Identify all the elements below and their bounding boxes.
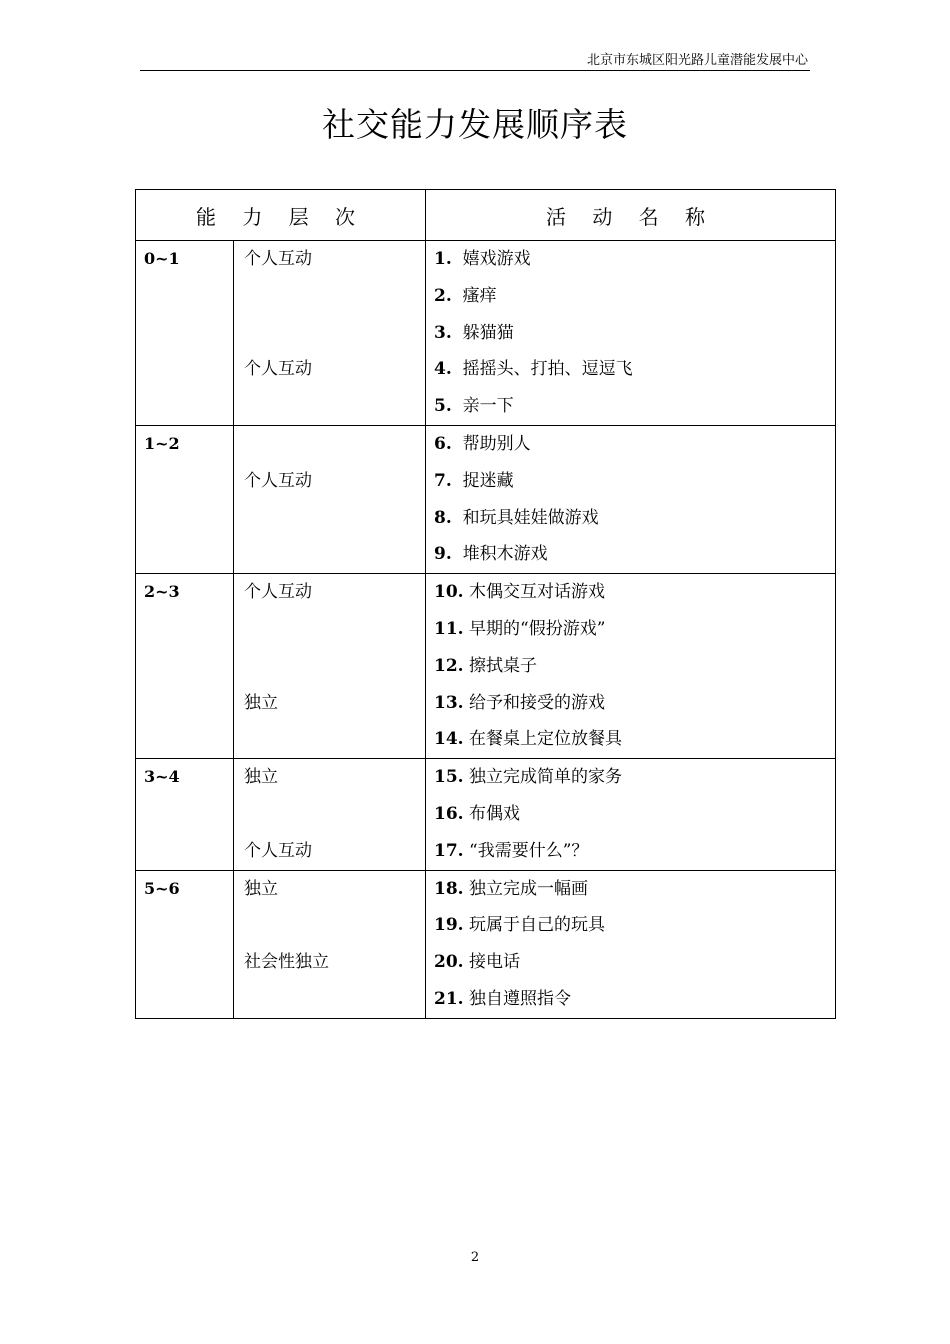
activity-name-header: 活 动 名 称 <box>426 190 836 241</box>
activity-number: 11. <box>434 618 464 639</box>
activity-number: 4. <box>434 359 452 380</box>
activity-number: 12. <box>434 655 464 676</box>
activity-item <box>426 351 835 388</box>
age-range-cell <box>136 870 234 1018</box>
ability-type: 个人互动 <box>244 840 312 861</box>
ability-type-cell <box>234 574 426 759</box>
age-range: 1~2 <box>144 433 180 453</box>
table-body <box>136 241 836 1019</box>
ability-type <box>234 721 425 758</box>
activity-name: 独立完成一幅画 <box>469 878 588 899</box>
activity-name: 早期的“假扮游戏” <box>469 618 606 639</box>
ability-type <box>234 536 425 573</box>
ability-type-cell <box>234 241 426 426</box>
activity-item <box>426 278 835 315</box>
activity-item <box>426 536 835 573</box>
ability-type: 个人互动 <box>244 470 312 491</box>
activity-name: 和玩具娃娃做游戏 <box>462 507 599 528</box>
age-group-row <box>136 759 836 870</box>
activity-number: 7. <box>434 470 452 491</box>
age-group-row <box>136 574 836 759</box>
activity-number: 9. <box>434 544 452 565</box>
activity-item <box>426 611 835 648</box>
activity-item <box>426 388 835 425</box>
activity-item <box>426 796 835 833</box>
ability-type-cell <box>234 759 426 870</box>
ability-type <box>234 278 425 315</box>
ability-type <box>234 611 425 648</box>
ability-type: 个人互动 <box>244 582 312 603</box>
activity-item <box>426 833 835 870</box>
activity-number: 17. <box>434 840 464 861</box>
activity-item <box>426 944 835 981</box>
ability-type <box>234 981 425 1018</box>
activity-name: 亲一下 <box>462 396 514 417</box>
ability-type: 独立 <box>244 767 278 788</box>
activity-number: 6. <box>434 433 452 454</box>
table-header-row <box>136 190 836 241</box>
activity-name: 玩属于自己的玩具 <box>469 915 605 936</box>
age-range-cell <box>136 425 234 573</box>
ability-level-header: 能 力 层 次 <box>136 190 426 241</box>
activity-name: 堆积木游戏 <box>462 544 548 565</box>
ability-type: 个人互动 <box>244 359 312 380</box>
activity-name: 木偶交互对话游戏 <box>469 582 605 603</box>
activity-name: 捉迷藏 <box>462 470 514 491</box>
ability-type <box>234 315 425 352</box>
activity-item <box>426 759 835 796</box>
activity-item <box>426 500 835 537</box>
age-group-row <box>136 425 836 573</box>
activity-number: 1. <box>434 249 452 269</box>
age-group-row <box>136 241 836 426</box>
age-range: 5~6 <box>144 878 180 898</box>
age-range-cell <box>136 574 234 759</box>
age-group-row <box>136 870 836 1018</box>
ability-type <box>234 500 425 537</box>
activity-item <box>426 685 835 722</box>
header-divider <box>140 70 810 71</box>
age-range: 3~4 <box>144 767 180 787</box>
activity-name: 嬉戏游戏 <box>462 249 531 269</box>
activity-number: 20. <box>434 952 464 973</box>
activity-number: 15. <box>434 767 464 788</box>
activity-cell <box>426 241 836 426</box>
activity-number: 5. <box>434 396 452 417</box>
activity-name: “我需要什么”？ <box>469 840 589 861</box>
page-number: 2 <box>470 1250 480 1265</box>
ability-type <box>234 648 425 685</box>
activity-item <box>426 981 835 1018</box>
activity-cell <box>426 870 836 1018</box>
activity-name: 擦拭桌子 <box>469 655 537 676</box>
ability-type-cell <box>234 870 426 1018</box>
age-range-cell <box>136 759 234 870</box>
activity-number: 8. <box>434 507 452 528</box>
activity-name: 帮助别人 <box>462 433 531 454</box>
activity-number: 2. <box>434 285 452 306</box>
activity-name: 接电话 <box>469 952 520 973</box>
activity-number: 3. <box>434 322 452 343</box>
activity-name: 瘙痒 <box>462 285 497 306</box>
activity-name: 躲猫猫 <box>462 322 514 343</box>
activity-name: 给予和接受的游戏 <box>469 692 605 713</box>
page-title: 社交能力发展顺序表 <box>322 105 628 144</box>
ability-type: 个人互动 <box>244 249 312 269</box>
activity-number: 19. <box>434 915 464 936</box>
age-range: 0~1 <box>144 249 180 268</box>
header-organization: 北京市东城区阳光路儿童潜能发展中心 <box>586 53 808 68</box>
activity-item <box>426 907 835 944</box>
activity-item <box>426 315 835 352</box>
activity-cell <box>426 425 836 573</box>
ability-type <box>234 388 425 425</box>
activity-item <box>426 871 835 908</box>
ability-type: 独立 <box>244 878 278 899</box>
development-table <box>135 189 836 1019</box>
activity-number: 10. <box>434 582 464 603</box>
activity-item <box>426 426 835 463</box>
activity-cell <box>426 574 836 759</box>
activity-item <box>426 574 835 611</box>
ability-type: 独立 <box>244 692 278 713</box>
activity-number: 16. <box>434 803 464 824</box>
activity-number: 13. <box>434 692 464 713</box>
activity-number: 21. <box>434 988 464 1009</box>
ability-type-cell <box>234 425 426 573</box>
age-range: 2~3 <box>144 582 180 602</box>
activity-name: 独立完成简单的家务 <box>469 767 622 788</box>
activity-number: 14. <box>434 729 464 750</box>
activity-item <box>426 721 835 758</box>
activity-name: 布偶戏 <box>469 803 520 824</box>
activity-cell <box>426 759 836 870</box>
activity-number: 18. <box>434 878 464 899</box>
activity-item <box>426 241 835 278</box>
activity-name: 在餐桌上定位放餐具 <box>469 729 622 750</box>
ability-type <box>234 426 425 463</box>
age-range-cell <box>136 241 234 426</box>
activity-name: 独自遵照指令 <box>469 988 571 1009</box>
activity-item <box>426 648 835 685</box>
activity-item <box>426 463 835 500</box>
ability-type <box>234 796 425 833</box>
activity-name: 摇摇头、打拍、逗逗飞 <box>462 359 633 380</box>
ability-type: 社会性独立 <box>244 952 329 973</box>
ability-type <box>234 907 425 944</box>
